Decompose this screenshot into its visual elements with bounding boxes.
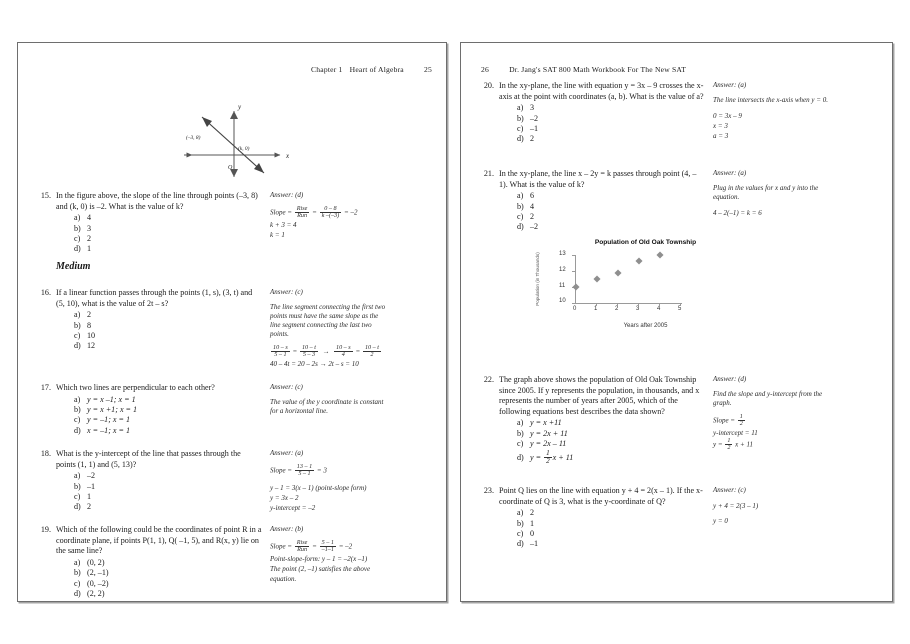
data-point-1 (593, 275, 600, 282)
answer-key: Answer: (a) (270, 449, 304, 457)
choice-label: a) (74, 557, 81, 567)
chart-title: Population of Old Oak Township (594, 239, 697, 246)
question-22 (477, 375, 883, 466)
chart-x-axis-label: Years after 2005 (623, 323, 668, 329)
choice-list (517, 508, 705, 550)
choice-label: c) (517, 124, 524, 133)
choice-a[interactable] (517, 418, 705, 428)
chart-plot-area (529, 247, 744, 321)
question-number: 15. (40, 191, 51, 200)
answer-work (270, 540, 388, 584)
section-heading-medium: Medium (56, 261, 91, 272)
right-page (460, 42, 893, 602)
question-stem: If a linear function passes through the points (1, s), (3, t) and (5, 10), what is the value of 2t – s? (56, 288, 253, 308)
choice-label: a) (517, 103, 524, 113)
question-stem: What is the y-intercept of the line that passes through the points (1, 1) and (5, 13)? (56, 449, 241, 469)
answer-explanation: Plug in the values for x and y into the equation. (713, 184, 819, 201)
question-number: 23. (483, 486, 494, 495)
question-21 (477, 169, 883, 233)
choice-d[interactable] (517, 539, 705, 549)
answer-key: Answer: (c) (270, 288, 303, 296)
choice-label: b) (74, 481, 81, 491)
choice-b[interactable] (74, 568, 262, 578)
data-point-2 (614, 269, 621, 276)
coordinate-plane-figure (168, 93, 308, 190)
answer-column (713, 169, 831, 233)
running-head-chapter: Chapter 1 (311, 65, 343, 74)
choice-d[interactable] (74, 341, 262, 351)
work-line-2: x = 3 (713, 122, 728, 130)
work-line-4: y-intercept = –2 (270, 503, 316, 512)
choice-text: 2 (530, 212, 535, 221)
choice-c[interactable] (74, 579, 262, 589)
choice-label: a) (74, 213, 81, 223)
choice-a[interactable] (74, 558, 262, 568)
choice-text: 1 (87, 244, 92, 254)
work-line-3: y = 3x – 2 (270, 493, 299, 502)
choice-text: 10 (87, 331, 96, 340)
choice-a[interactable] (517, 103, 705, 113)
choice-a[interactable] (74, 213, 262, 223)
answer-work (713, 111, 831, 141)
choice-b[interactable] (517, 202, 705, 212)
question-stem: In the figure above, the slope of the line through points (–3, 8) and (k, 0) is –2. What is the value of k? (56, 191, 258, 211)
answer-column (270, 525, 388, 599)
answer-key: Answer: (a) (713, 81, 747, 89)
answer-explanation: Find the slope and y-intercept from the graph. (713, 390, 823, 407)
choice-text: (0, 2) (87, 557, 105, 567)
data-point-3 (635, 258, 642, 265)
choice-label: b) (517, 201, 524, 211)
question-stem: In the xy-plane, the line x – 2y = k passes through point (4, –1). What is the value of k? (499, 169, 697, 189)
y-tick-mark-13 (572, 255, 575, 256)
question-23 (477, 486, 883, 550)
answer-work (270, 345, 388, 369)
choice-label: d) (74, 341, 81, 351)
choice-text: y = 2x + 11 (530, 428, 568, 438)
running-head-title: Heart of Algebra (349, 65, 404, 74)
choice-b[interactable] (517, 429, 705, 439)
chart-y-axis-label: Population (in Thousands) (535, 252, 540, 306)
answer-column (270, 449, 388, 513)
choice-text: 1 (87, 492, 92, 501)
x-tick-mark-5 (680, 303, 681, 306)
answer-explanation: The line segment connecting the first two points must have the same slope as the line segment connecting the last two points. (270, 303, 386, 338)
work-line-2: 40 – 4t = 20 – 2s → 2t – s = 10 (270, 359, 359, 368)
choice-text: 2 (87, 310, 92, 320)
choice-text: (2, –1) (87, 568, 109, 578)
choice-b[interactable] (74, 321, 262, 331)
choice-label: d) (517, 134, 524, 144)
answer-key: Answer: (b) (270, 525, 304, 533)
choice-text: –1 (530, 539, 539, 549)
work-line-1: $\frac{10 - s}{5 - 1}$ = $\frac{10 - t}{5 - 3}$ → $\frac{10 - s}{4}$ = $\frac{10 - t}{2}$ (273, 345, 379, 359)
work-line-2: k + 3 = 4 (270, 220, 297, 229)
right-page-number: 26 (481, 65, 489, 74)
choice-d[interactable] (74, 589, 262, 599)
choice-label: b) (517, 428, 524, 438)
choice-text: y = x +1; x = 1 (87, 405, 138, 414)
choice-a[interactable] (74, 310, 262, 320)
choice-c[interactable] (517, 212, 705, 222)
data-point-0 (572, 283, 579, 290)
choice-list (74, 395, 262, 437)
x-axis-label: x (286, 152, 290, 160)
choice-text: –2 (530, 222, 539, 232)
answer-work (270, 464, 388, 513)
choice-b[interactable] (74, 224, 262, 234)
choice-c[interactable] (74, 492, 262, 502)
y-tick-10: 10 (559, 298, 566, 304)
question-number: 16. (40, 288, 51, 297)
question-stem: Point Q lies on the line with equation y + 4 = 2(x – 1). If the x-coordinate of Q is 3, what is the y-coordinate of Q? (499, 486, 703, 506)
choice-label: c) (517, 439, 524, 449)
question-number: 21. (483, 169, 494, 178)
choice-b[interactable] (517, 114, 705, 124)
choice-label: c) (74, 415, 81, 425)
answer-column (270, 288, 388, 369)
answer-work (270, 206, 388, 240)
y-tick-11: 11 (559, 283, 566, 289)
choice-text: 2 (87, 502, 92, 512)
choice-c[interactable] (517, 529, 705, 539)
work-line-1: 4 – 2(–1) = k = 6 (713, 209, 762, 217)
x-tick-mark-1 (596, 303, 597, 306)
choice-label: d) (517, 539, 524, 549)
choice-d[interactable] (74, 426, 262, 436)
choice-c[interactable] (517, 124, 705, 134)
work-line-3: y = $\frac{1}{2}$ x + 11 (713, 437, 753, 452)
y-axis-label: y (238, 103, 242, 111)
choice-label: d) (74, 502, 81, 512)
choice-text: 2 (530, 134, 535, 144)
x-tick-0: 0 (573, 306, 577, 312)
choice-label: d) (517, 452, 524, 462)
choice-d[interactable] (74, 244, 262, 254)
question-number: 17. (40, 383, 51, 392)
point-label-minus3-8: (–3, 8) (186, 135, 201, 141)
choice-label: c) (74, 578, 81, 588)
choice-c[interactable] (74, 415, 262, 425)
choice-c[interactable] (74, 234, 262, 244)
choice-b[interactable] (74, 482, 262, 492)
work-line-1: Slope = $\frac{\text{Rise}}{\text{Run}}$ = $\frac{5 - 1}{-1-1}$ = –2 (270, 540, 353, 554)
choice-label: a) (74, 394, 81, 404)
choice-b[interactable] (74, 405, 262, 415)
work-line-1: Slope = $\frac{13 - 1}{5 - 1}$ = 3 (270, 464, 327, 478)
answer-column (713, 81, 831, 145)
choice-label: b) (74, 223, 81, 233)
choice-label: a) (517, 418, 524, 428)
answer-key: Answer: (d) (713, 375, 747, 383)
choice-label: d) (74, 425, 81, 435)
question-stem: The graph above shows the population of Old Oak Township since 2005. If y represents the population, in thousands, and x represents the number of years after 2005, which of the following equations best describes the data shown? (499, 375, 700, 416)
answer-key: Answer: (a) (713, 169, 747, 177)
choice-text: 2 (87, 234, 92, 243)
choice-label: b) (74, 320, 81, 330)
choice-label: a) (74, 471, 81, 481)
y-tick-mark-12 (572, 271, 575, 272)
question-16 (34, 288, 436, 369)
answer-column (270, 383, 388, 436)
choice-label: a) (517, 508, 524, 518)
choice-text: –1 (87, 481, 96, 491)
choice-label: a) (74, 310, 81, 320)
choice-text: 12 (87, 341, 96, 351)
point-label-k-0: (k, 0) (238, 146, 250, 152)
work-line-2: Point-slope-form: y – 1 = –2(x –1) (270, 554, 368, 563)
left-page (17, 42, 447, 602)
answer-work (713, 501, 831, 526)
choice-c[interactable] (74, 331, 262, 341)
work-line-2: y – 1 = 3(x – 1) (point-slope form) (270, 483, 367, 492)
choice-b[interactable] (517, 519, 705, 529)
choice-text: –2 (530, 113, 539, 123)
choice-label: c) (74, 234, 81, 243)
question-stem: In the xy-plane, the line with equation y = 3x – 9 crosses the x-axis at the point with coordinates (a, b). What is the value of a? (499, 81, 704, 101)
choice-text: 8 (87, 320, 92, 330)
choice-label: b) (517, 113, 524, 123)
answer-key: Answer: (c) (713, 486, 746, 494)
choice-text: 2 (530, 508, 535, 518)
question-number: 22. (483, 375, 494, 384)
question-20 (477, 81, 883, 145)
population-scatter-chart (529, 239, 744, 341)
y-tick-12: 12 (559, 267, 566, 273)
choice-label: b) (74, 405, 81, 414)
x-axis-line (575, 303, 682, 304)
x-tick-1: 1 (594, 306, 598, 312)
question-number: 20. (483, 81, 494, 90)
work-line-2: y = 0 (713, 517, 728, 525)
question-stem: Which two lines are perpendicular to each other? (56, 383, 215, 392)
choice-label: d) (74, 244, 81, 254)
origin-label: O (228, 165, 233, 171)
book-title: Dr. Jang's SAT 800 Math Workbook For The New SAT (509, 65, 687, 74)
choice-a[interactable] (74, 471, 262, 481)
choice-label: d) (74, 589, 81, 598)
answer-work (713, 208, 831, 218)
y-axis-line (575, 255, 576, 303)
choice-text: y = $\frac{1}{2}$ x + 11 (530, 448, 574, 466)
work-line-3: a = 3 (713, 132, 729, 140)
choice-d[interactable] (517, 450, 705, 466)
choice-text: (0, –2) (87, 578, 109, 588)
x-tick-2: 2 (615, 306, 619, 312)
choice-list (517, 191, 705, 233)
choice-label: c) (74, 331, 81, 340)
choice-d[interactable] (517, 222, 705, 232)
choice-text: (2, 2) (87, 589, 105, 598)
question-18 (34, 449, 436, 513)
work-line-1: Slope = $\frac{\text{Rise}}{\text{Run}}$ = $\frac{0 - 8}{k -(-3)}$ = –2 (270, 206, 358, 220)
answer-column (270, 191, 388, 255)
answer-explanation: The line intersects the x-axis when y = 0. (713, 96, 828, 104)
x-tick-5: 5 (678, 306, 682, 312)
work-line-1: y + 4 = 2(3 – 1) (713, 502, 759, 510)
work-line-3: k = 1 (270, 230, 285, 239)
right-running-head (481, 65, 686, 74)
left-page-number: 25 (424, 65, 432, 74)
choice-a[interactable] (74, 395, 262, 405)
work-line-1: 0 = 3x – 9 (713, 112, 742, 120)
choice-label: d) (517, 222, 524, 232)
choice-text: 4 (87, 213, 92, 223)
choice-text: 1 (530, 518, 535, 528)
choice-text: 0 (530, 529, 535, 538)
x-tick-mark-2 (617, 303, 618, 306)
x-tick-mark-4 (659, 303, 660, 306)
choice-list (74, 213, 262, 255)
x-tick-3: 3 (636, 306, 640, 312)
question-17 (34, 383, 436, 436)
choice-text: y = x +11 (530, 418, 562, 428)
choice-label: c) (517, 529, 524, 538)
choice-text: y = x –1; x = 1 (87, 394, 136, 404)
choice-text: 3 (87, 223, 92, 233)
choice-text: 3 (530, 103, 535, 113)
answer-work (713, 414, 831, 452)
choice-d[interactable] (74, 502, 262, 512)
choice-text: y = –1; x = 1 (87, 415, 131, 425)
x-tick-4: 4 (657, 306, 661, 312)
choice-label: b) (517, 518, 524, 528)
choice-label: a) (517, 191, 524, 201)
question-number: 18. (40, 449, 51, 458)
work-line-1: Slope = $\frac{1}{2}$ (713, 414, 743, 428)
question-15 (34, 191, 436, 255)
choice-label: b) (74, 568, 81, 578)
answer-key: Answer: (d) (270, 191, 304, 199)
choice-text: –1 (530, 124, 539, 133)
answer-key: Answer: (c) (270, 383, 303, 391)
left-running-head (311, 65, 432, 74)
y-tick-mark-10 (572, 303, 575, 304)
choice-text: x = –1; x = 1 (87, 425, 131, 435)
choice-d[interactable] (517, 134, 705, 144)
x-tick-mark-3 (638, 303, 639, 306)
choice-list (74, 310, 262, 352)
work-line-2: y-intercept = 11 (713, 428, 758, 437)
answer-column (713, 375, 831, 466)
choice-text: 6 (530, 191, 535, 201)
choice-label: c) (517, 212, 524, 221)
question-number: 19. (40, 525, 51, 534)
choice-text: –2 (87, 471, 96, 481)
work-line-3: The point (2, –1) satisfies the above equation. (270, 564, 371, 583)
choice-text: 4 (530, 201, 535, 211)
question-stem: Which of the following could be the coordinates of point R in a coordinate plane, if points P(1, 1), Q( –1, 5), and R(x, y) lie on the same line? (56, 525, 262, 556)
data-point-4 (656, 251, 663, 258)
choice-a[interactable] (517, 508, 705, 518)
answer-explanation: The value of the y coordinate is constant for a horizontal line. (270, 398, 384, 415)
choice-list (517, 418, 705, 465)
answer-column (713, 486, 831, 550)
question-19 (34, 525, 436, 599)
choice-label: c) (74, 492, 81, 501)
y-tick-13: 13 (559, 251, 566, 257)
choice-a[interactable] (517, 191, 705, 201)
choice-list (517, 103, 705, 145)
choice-list (74, 558, 262, 600)
choice-text: y = 2x – 11 (530, 439, 567, 449)
choice-list (74, 471, 262, 513)
